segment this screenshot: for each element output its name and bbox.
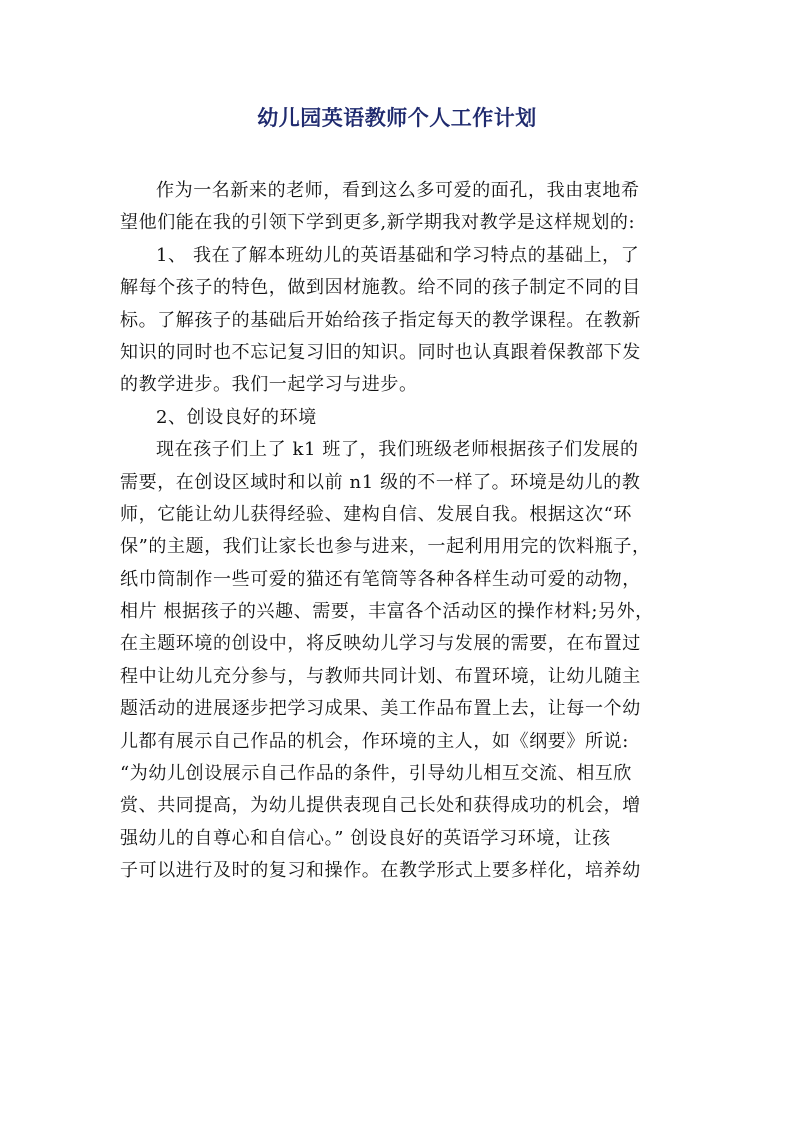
paragraph-line: 相片 根据孩子的兴趣、需要，丰富各个活动区的操作材料;另外，: [120, 601, 654, 623]
paragraph-line: 题活动的进展逐步把学习成果、美工作品布置上去，让每一个幼: [120, 698, 641, 720]
paragraph-line: 赏、共同提高，为幼儿提供表现自己长处和获得成功的机会，增: [120, 795, 641, 817]
paragraph-line: 作为一名新来的老师，看到这么多可爱的面孔，我由衷地希: [156, 180, 640, 201]
paragraph-line: 纸巾筒制作一些可爱的猫还有笔筒等各种各样生动可爱的动物，: [120, 568, 641, 590]
document-body: [120, 175, 675, 888]
document-title: 幼儿园英语教师个人工作计划: [257, 105, 537, 130]
paragraph-line: 标。了解孩子的基础后开始给孩子指定每天的教学课程。在教新: [120, 309, 641, 331]
paragraph-line: 需要，在创设区域时和以前 n1 级的不一样了。环境是幼儿的教: [120, 471, 641, 493]
paragraph-line: 强幼儿的自尊心和自信心。” 创设良好的英语学习环境，让孩: [120, 827, 611, 849]
paragraph-line: 程中让幼儿充分参与，与教师共同计划、布置环境，让幼儿随主: [120, 665, 641, 687]
paragraph-line: 师，它能让幼儿获得经验、建构自信、发展自我。根据这次“环: [120, 503, 632, 525]
paragraph-line: 的教学进步。我们一起学习与进步。: [120, 374, 418, 396]
section-heading: 2、创设良好的环境: [156, 406, 317, 428]
paragraph-line: 保”的主题，我们让家长也参与进来，一起利用用完的饮料瓶子，: [120, 536, 651, 558]
paragraph-line: 现在孩子们上了 k1 班了，我们班级老师根据孩子们发展的: [156, 439, 639, 461]
paragraph-line: 在主题环境的创设中，将反映幼儿学习与发展的需要，在布置过: [120, 633, 641, 655]
paragraph-line: 望他们能在我的引领下学到更多,新学期我对教学是这样规划的:: [120, 212, 636, 234]
paragraph-line: 解每个孩子的特色，做到因材施教。给不同的孩子制定不同的目: [120, 277, 641, 299]
paragraph-line: “为幼儿创设展示自己作品的条件，引导幼儿相互交流、相互欣: [120, 763, 632, 785]
paragraph-line: 1、 我在了解本班幼儿的英语基础和学习特点的基础上，了: [156, 244, 640, 266]
paragraph-line: 知识的同时也不忘记复习旧的知识。同时也认真跟着保教部下发: [120, 341, 641, 363]
paragraph-line: 子可以进行及时的复习和操作。在教学形式上要多样化，培养幼: [120, 860, 641, 882]
paragraph-line: 儿都有展示自己作品的机会，作环境的主人，如《纲要》所说:: [120, 730, 629, 752]
